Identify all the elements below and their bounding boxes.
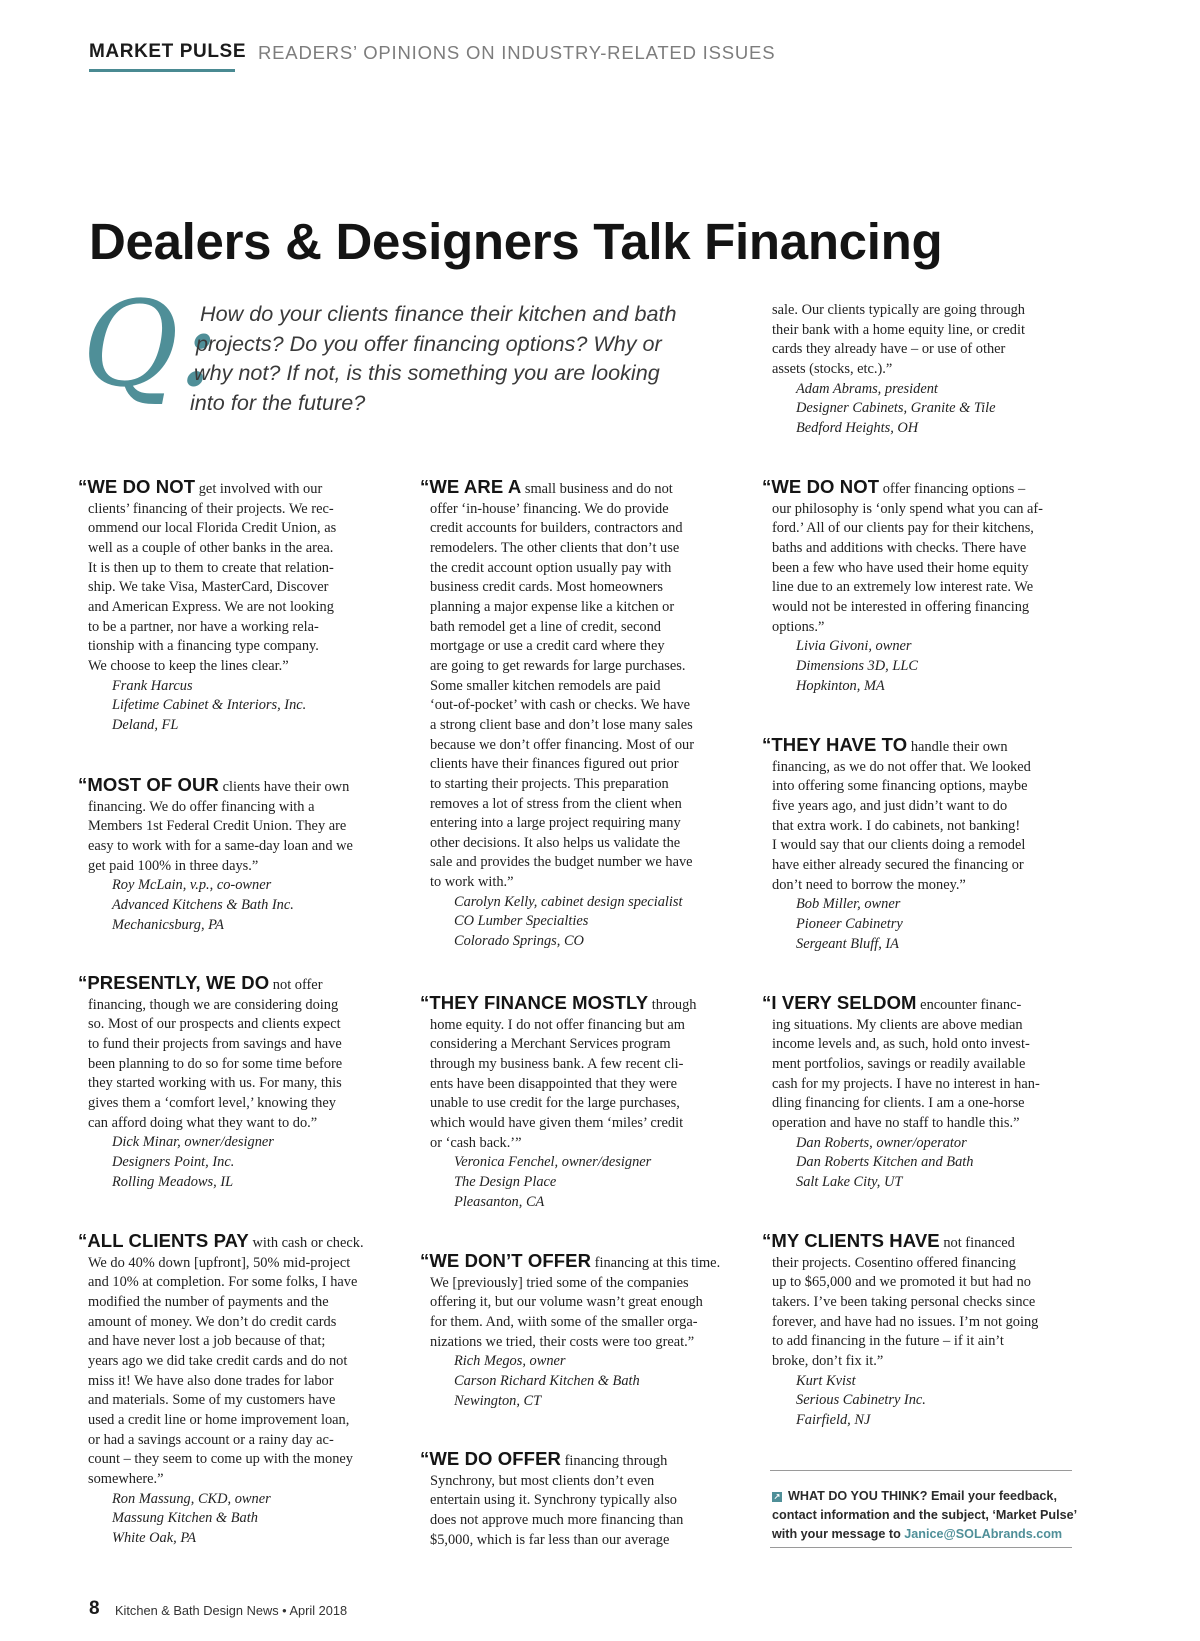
quote-text: offer financing options – (879, 481, 1026, 497)
quote-line: which would have given them ‘miles’ credit (430, 1114, 684, 1131)
publication-info: Kitchen & Bath Design News • April 2018 (115, 1603, 348, 1618)
quote-line: and American Express. We are not looking (88, 598, 334, 615)
quote-block (762, 993, 1040, 1193)
attribution-company: The Design Place (454, 1173, 557, 1190)
quote-text: financing through (560, 1453, 668, 1469)
quote-line: to work with.” (430, 874, 514, 891)
quote-lead: “ALL CLIENTS PAY (78, 1230, 249, 1251)
quote-first-line (78, 775, 353, 798)
attribution-company: Dimensions 3D, LLC (796, 657, 918, 674)
attribution-name: Veronica Fenchel, owner/designer (454, 1154, 652, 1171)
quote-line: dling financing for clients. I am a one-horse (772, 1095, 1025, 1112)
attribution-name: Rich Megos, owner (454, 1353, 566, 1370)
quote-line: cash for my projects. I have no interest in han- (772, 1075, 1040, 1092)
page-number: 8 (89, 1598, 100, 1619)
attribution-name: Bob Miller, owner (796, 896, 901, 913)
quote-line: are going to get rewards for large purchases. (430, 657, 686, 674)
quote-lead: “WE DO NOT (762, 476, 880, 497)
attribution-location: Pleasanton, CA (454, 1193, 545, 1210)
quote-text: clients have their own (218, 779, 350, 795)
quote-first-line (420, 477, 694, 500)
quote-first-line (78, 1231, 364, 1254)
quote-block (420, 477, 694, 952)
quote-line: baths and additions with checks. There have (772, 539, 1027, 556)
attribution-location: Colorado Springs, CO (454, 933, 584, 950)
attribution-company: Massung Kitchen & Bath (112, 1510, 258, 1527)
attribution-company: Designer Cabinets, Granite & Tile (796, 400, 996, 417)
text-line: their bank with a home equity line, or credit (772, 321, 1025, 338)
quote-block (420, 1449, 683, 1550)
quote-lead: “PRESENTLY, WE DO (78, 972, 270, 993)
quote-lead: “WE ARE A (420, 476, 522, 497)
quote-line: don’t need to borrow the money.” (772, 876, 966, 893)
attribution-location: Rolling Meadows, IL (112, 1173, 234, 1190)
quote-block (420, 993, 697, 1212)
quote-block (78, 775, 353, 935)
quote-line: financing, though we are considering doing (88, 996, 339, 1013)
quote-line: our philosophy is ‘only spend what you can af- (772, 500, 1043, 517)
quote-first-line (78, 973, 342, 996)
attribution-location: White Oak, PA (112, 1529, 197, 1546)
quote-line: $5,000, which is far less than our average (430, 1531, 670, 1548)
quote-line: and have never lost a job because of that; (88, 1333, 326, 1350)
quote-line: We do 40% down [upfront], 50% mid-project (88, 1254, 351, 1271)
quote-block (762, 1231, 1038, 1431)
quote-line: have either already secured the financing or (772, 856, 1024, 873)
quote-line: tionship with a financing type company. (88, 638, 319, 655)
text-line: cards they already have – or use of other (772, 341, 1006, 358)
quote-line: entering into a large project requiring many (430, 815, 681, 832)
attribution-company: Dan Roberts Kitchen and Bath (796, 1154, 974, 1171)
quote-text: not financed (939, 1235, 1015, 1251)
quote-line: because we don’t offer financing. Most of our (430, 736, 695, 753)
quote-line: offer ‘in-house’ financing. We do provide (430, 500, 669, 517)
attribution-location: Newington, CT (454, 1392, 542, 1409)
quote-line: takers. I’ve been taking personal checks since (772, 1293, 1036, 1310)
quote-text: encounter financ- (916, 997, 1022, 1013)
quote-line: clients’ financing of their projects. We rec- (88, 500, 334, 517)
feedback-email-link[interactable]: Janice@SOLAbrands.com (904, 1527, 1063, 1541)
attribution-company: Serious Cabinetry Inc. (796, 1392, 926, 1409)
attribution-location: Hopkinton, MA (796, 677, 885, 694)
quote-line: through my business bank. A few recent cli- (430, 1055, 684, 1072)
attribution-name: Adam Abrams, president (796, 380, 938, 397)
feedback-box (772, 1487, 1078, 1544)
feedback-text: with your message to (772, 1527, 905, 1541)
quote-line: ing situations. My clients are above median (772, 1016, 1023, 1033)
quote-line: to fund their projects from savings and have (88, 1035, 342, 1052)
quote-line: a strong client base and don’t lose many sales (430, 716, 693, 733)
quote-line: ship. We take Visa, MasterCard, Discover (88, 579, 329, 596)
feedback-line (772, 1525, 1072, 1544)
quote-lead: “WE DO OFFER (420, 1448, 561, 1469)
quote-line: ‘out-of-pocket’ with cash or checks. We have (430, 697, 691, 714)
quote-line: Some smaller kitchen remodels are paid (430, 677, 661, 694)
attribution-location: Bedford Heights, OH (796, 419, 919, 436)
quote-text: through (648, 997, 697, 1013)
quote-line: well as a couple of other banks in the area. (88, 539, 334, 556)
quote-line: considering a Merchant Services program (430, 1036, 671, 1053)
quote-line: remodelers. The other clients that don’t use (430, 539, 680, 556)
quote-line: would not be interested in offering financing (772, 598, 1030, 615)
question-line: projects? Do you offer financing options? Why or (196, 330, 662, 356)
quote-line: unable to use credit for the large purchases, (430, 1095, 680, 1112)
quote-first-line (420, 1449, 683, 1472)
section-label: MARKET PULSE (89, 41, 247, 62)
quote-line: planning a major expense like a kitchen or (430, 598, 675, 615)
attribution-name: Dan Roberts, owner/operator (796, 1134, 967, 1151)
quote-first-line (78, 477, 336, 500)
feedback-line (772, 1487, 1072, 1506)
quote-lead: “THEY FINANCE MOSTLY (420, 992, 649, 1013)
attribution-company: Pioneer Cabinetry (796, 915, 903, 932)
attribution-name: Carolyn Kelly, cabinet design specialist (454, 893, 683, 910)
quote-line: miss it! We have also done trades for labor (88, 1372, 334, 1389)
attribution-name: Kurt Kvist (796, 1372, 856, 1389)
quote-line: removes a lot of stress from the client when (430, 795, 682, 812)
quote-line: up to $65,000 and we promoted it but had no (772, 1274, 1031, 1291)
quote-line: broke, don’t fix it.” (772, 1352, 884, 1369)
quote-text: not offer (269, 977, 323, 993)
attribution-location: Salt Lake City, UT (796, 1173, 903, 1190)
question-mark-glyph: Q: (82, 275, 219, 413)
quote-line: We choose to keep the lines clear.” (88, 657, 289, 674)
attribution-name: Livia Givoni, owner (796, 638, 912, 655)
quote-line: entertain using it. Synchrony typically also (430, 1492, 677, 1509)
quote-line: the credit account option usually pay with (430, 559, 672, 576)
quote-line: to starting their projects. This preparation (430, 775, 669, 792)
quote-line: We [previously] tried some of the companies (430, 1274, 689, 1291)
attribution-company: Advanced Kitchens & Bath Inc. (112, 896, 294, 913)
arrow-icon: ↗ (773, 1492, 781, 1501)
quote-line: Synchrony, but most clients don’t even (430, 1472, 655, 1489)
quote-line: ford.’ All of our clients pay for their kitchens, (772, 520, 1034, 537)
quote-line: operation and have no staff to handle this.” (772, 1114, 1020, 1131)
quote-block (78, 973, 342, 1192)
quote-lead: “THEY HAVE TO (762, 734, 908, 755)
quote-first-line (762, 1231, 1038, 1254)
attribution-company: Carson Richard Kitchen & Bath (454, 1372, 640, 1389)
quote-line: sale and provides the budget number we have (430, 854, 693, 871)
quote-line: and 10% at completion. For some folks, I have (88, 1274, 358, 1291)
quote-line: options.” (772, 618, 825, 635)
quote-line: their projects. Cosentino offered financing (772, 1254, 1016, 1271)
quote-text: with cash or check. (248, 1235, 364, 1251)
quote-text: small business and do not (521, 481, 673, 497)
quote-line: financing, as we do not offer that. We looked (772, 758, 1031, 775)
quote-line: credit accounts for builders, contractors and (430, 520, 683, 537)
attribution-location: Fairfield, NJ (796, 1411, 871, 1428)
quote-line: been planning to do so for some time before (88, 1055, 343, 1072)
quote-line: It is then up to them to create that relation- (88, 559, 334, 576)
quote-line: line due to an extremely low interest rate. We (772, 579, 1034, 596)
question-line: into for the future? (190, 389, 366, 415)
quote-first-line (420, 1251, 720, 1274)
quote-block (420, 1251, 720, 1411)
quote-line: income levels and, as such, hold onto invest- (772, 1036, 1030, 1053)
quote-line: modified the number of payments and the (88, 1293, 329, 1310)
quote-line: forever, and have had no issues. I’m not going (772, 1313, 1039, 1330)
quote-line: amount of money. We don’t do credit cards (88, 1313, 337, 1330)
attribution-location: Sergeant Bluff, IA (796, 935, 899, 952)
quote-line: count – they seem to come up with the money (88, 1451, 353, 1468)
quote-line: get paid 100% in three days.” (88, 857, 259, 874)
section-subtitle: READERS’ OPINIONS ON INDUSTRY-RELATED ISSUES (258, 42, 776, 63)
quote-text: financing at this time. (591, 1255, 721, 1271)
quote-line: bath remodel get a line of credit, second (430, 618, 661, 635)
attribution-company: Lifetime Cabinet & Interiors, Inc. (112, 697, 307, 714)
quote-line: ommend our local Florida Credit Union, as (88, 520, 337, 537)
quote-text: handle their own (907, 739, 1008, 755)
quote-line: gives them a ‘comfort level,’ knowing they (88, 1094, 336, 1111)
feedback-bottom-rule (770, 1547, 1072, 1548)
quote-lead: “WE DO NOT (78, 476, 196, 497)
quote-line: to be a partner, nor have a working rela- (88, 618, 319, 635)
quote-line: nizations we tried, their costs were too great.” (430, 1333, 695, 1350)
quote-first-line (762, 993, 1040, 1016)
quote-line: easy to work with for a same-day loan and we (88, 837, 353, 854)
quote-line: that extra work. I do cabinets, not banking! (772, 817, 1021, 834)
feedback-line: contact information and the subject, ‘Market Pulse’ (772, 1508, 1078, 1522)
quote-line: does not approve much more financing than (430, 1511, 684, 1528)
quote-line: ment portfolios, savings or readily available (772, 1055, 1026, 1072)
question-line: How do your clients finance their kitchen and bath (200, 301, 677, 326)
quote-text: get involved with our (195, 481, 323, 497)
quote-first-line (762, 477, 1043, 500)
quote-line: years ago we did take credit cards and do not (88, 1352, 348, 1369)
quote-line: or had a savings account or a rainy day ac- (88, 1431, 334, 1448)
attribution-location: Mechanicsburg, PA (112, 916, 224, 933)
text-line: assets (stocks, etc.).” (772, 360, 893, 377)
quote-lead: “WE DON’T OFFER (420, 1250, 592, 1271)
attribution-name: Roy McLain, v.p., co-owner (112, 877, 272, 894)
quote-line: used a credit line or home improvement loan, (88, 1411, 350, 1428)
question-line: why not? If not, is this something you are looking (194, 360, 660, 385)
page-title: Dealers & Designers Talk Financing (89, 213, 943, 270)
quote-line: five years ago, and just didn’t want to do (772, 797, 1008, 814)
quote-lead: “MY CLIENTS HAVE (762, 1230, 940, 1251)
quote-first-line (762, 735, 1031, 758)
attribution-location: Deland, FL (112, 716, 179, 733)
quote-line: they started working with us. For many, this (88, 1075, 342, 1092)
quote-lead: “I VERY SELDOM (762, 992, 917, 1013)
quote-block (78, 477, 336, 736)
attribution-name: Ron Massung, CKD, owner (112, 1490, 271, 1507)
attribution-name: Dick Minar, owner/designer (112, 1134, 274, 1151)
quote-block (78, 1231, 364, 1549)
quote-line: financing. We do offer financing with a (88, 798, 315, 815)
quote-line: ents have been disappointed that they were (430, 1075, 677, 1092)
quote-line: can afford doing what they want to do.” (88, 1114, 318, 1131)
attribution-company: CO Lumber Specialties (454, 913, 589, 930)
quote-line: home equity. I do not offer financing but am (430, 1016, 685, 1033)
quote-line: for them. And, wiith some of the smaller orga- (430, 1313, 698, 1330)
quote-line: so. Most of our prospects and clients expect (88, 1016, 341, 1033)
text-line: sale. Our clients typically are going through (772, 302, 1025, 318)
quote-line: somewhere.” (88, 1470, 164, 1487)
quote-line: and materials. Some of my customers have (88, 1392, 336, 1409)
feedback-top-rule (770, 1470, 1072, 1471)
quote-block (762, 735, 1031, 954)
attribution-company: Designers Point, Inc. (112, 1153, 235, 1170)
section-underline (89, 69, 235, 72)
quote-first-line (420, 993, 697, 1016)
quote-line: into offering some financing options, maybe (772, 778, 1028, 795)
quote-line: or ‘cash back.’” (430, 1134, 522, 1151)
quote-line: business credit cards. Most homeowners (430, 579, 664, 596)
quote-line: clients have their finances figured out prior (430, 756, 679, 773)
quote-lead: “MOST OF OUR (78, 774, 219, 795)
quote-line: offering it, but our volume wasn’t great enough (430, 1294, 703, 1311)
quote-line: to add financing in the future – if it ain’t (772, 1333, 1004, 1350)
quote-line: Members 1st Federal Credit Union. They are (88, 818, 347, 835)
question-text (190, 299, 720, 417)
quote-line: other decisions. It also helps us validate the (430, 834, 681, 851)
column3-continuation (772, 301, 1025, 439)
quote-line: mortgage or use a credit card where they (430, 638, 665, 655)
attribution-name: Frank Harcus (112, 677, 193, 694)
quote-line: I would say that our clients doing a remodel (772, 837, 1026, 854)
quote-line: been a few who have used their home equity (772, 559, 1029, 576)
feedback-text: WHAT DO YOU THINK? Email your feedback, (788, 1489, 1057, 1503)
quote-block (762, 477, 1043, 696)
